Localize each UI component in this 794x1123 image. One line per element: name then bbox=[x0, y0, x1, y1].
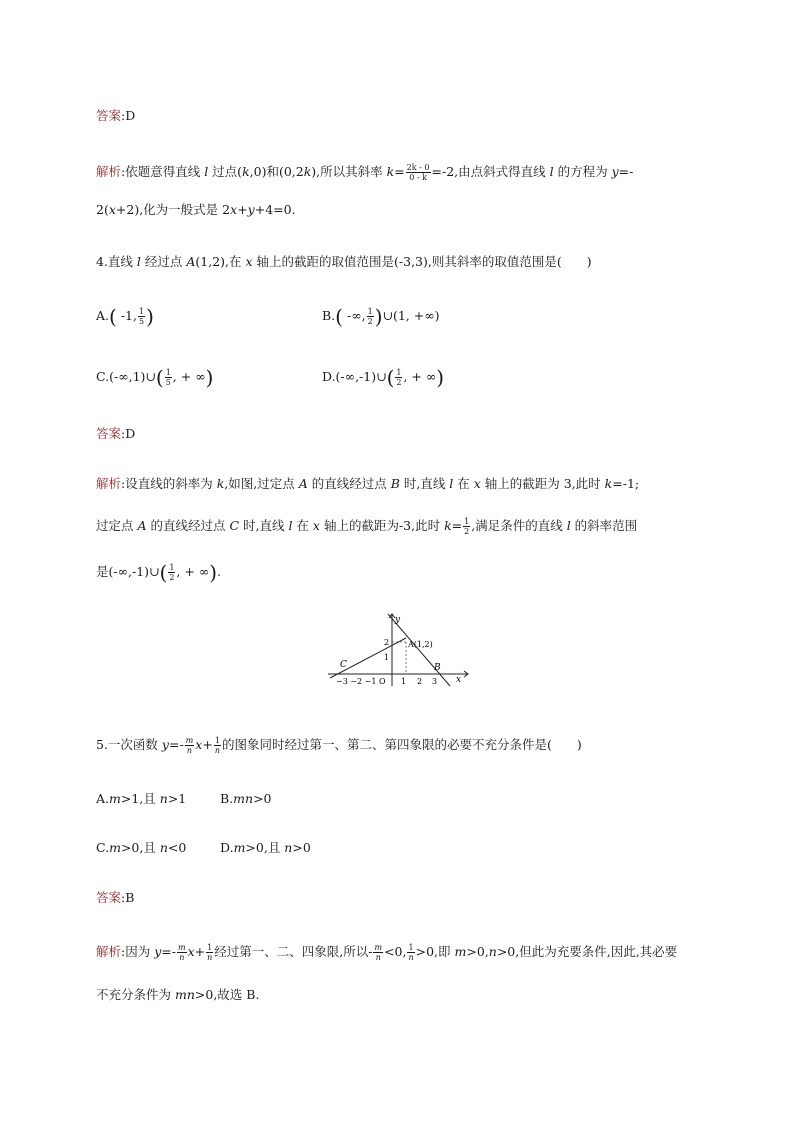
tick-label-2: 2 bbox=[384, 638, 390, 647]
line-ac bbox=[330, 638, 406, 678]
analysis-label: 解析 bbox=[96, 164, 122, 179]
point-b-label: B bbox=[434, 663, 441, 673]
q4-option-a: A.( -1, $\frac{1}{5}$ ) bbox=[96, 304, 154, 329]
coordinate-figure bbox=[326, 610, 472, 690]
y-axis-label: y bbox=[395, 615, 401, 625]
tick-label-x2: 2 bbox=[417, 677, 423, 686]
tick-label-x3: 3 bbox=[432, 677, 438, 686]
q4-solution-line2: 过定点 A 的直线经过点 C 时,直线 l 在 x 轴上的截距为-3,此时 k= $\frac{1}{2}$ ,满足条件的直线 l 的斜率范围 bbox=[96, 517, 638, 536]
q4-answer: 答案:D bbox=[96, 426, 136, 441]
q4-stem: 4.直线 l 经过点 A(1,2),在 x 轴上的截距的取值范围是(-3,3),则其斜率的取值范围是( ) bbox=[96, 254, 592, 269]
q5-solution-line2: 不充分条件为 mn>0,故选 B. bbox=[96, 987, 260, 1002]
q3-answer: 答案:D bbox=[96, 108, 136, 123]
q3-solution-line1: 解析:依题意得直线 l 过点(k,0)和(0,2k),所以其斜率 k= $\frac{2k - 0}{0 - k}$ =-2,由点斜式得直线 l 的方程为 y=- bbox=[96, 163, 634, 182]
q4-option-c: C.(-∞,1)∪( $\frac{1}{5}$ , + ∞) bbox=[96, 365, 214, 390]
q5-option-a: A.m>1,且 n>1 bbox=[96, 791, 187, 806]
q5-stem: 5.一次函数 y=- $\frac{m}{n}$ x+ $\frac{1}{n}$ 的图象同时经过第一、第二、第四象限的必要不充分条件是( ) bbox=[96, 736, 582, 755]
x-axis-label: x bbox=[456, 675, 462, 685]
q5-answer: 答案:B bbox=[96, 890, 135, 905]
q4-option-b: B.( -∞, $\frac{1}{2}$ )∪(1, +∞) bbox=[322, 304, 440, 329]
q3-solution-line2: 2(x+2),化为一般式是 2x+y+4=0. bbox=[96, 202, 296, 217]
tick-label-x1: 1 bbox=[401, 677, 407, 686]
q5-option-b: B.mn>0 bbox=[220, 791, 272, 806]
q5-option-c: C.m>0,且 n<0 bbox=[96, 840, 187, 855]
point-c-label: C bbox=[340, 660, 347, 670]
q4-option-d: D.(-∞,-1)∪( $\frac{1}{2}$ , + ∞) bbox=[322, 365, 445, 390]
point-a-label: A(1,2) bbox=[408, 640, 433, 649]
q5-option-d: D.m>0,且 n>0 bbox=[220, 840, 311, 855]
answer-label: 答案 bbox=[96, 108, 122, 123]
slope-fraction: $\frac{2k - 0}{0 - k}$ bbox=[406, 163, 430, 182]
q4-solution-line1: 解析:设直线的斜率为 k,如图,过定点 A 的直线经过点 B 时,直线 l 在 x 轴上的截距为 3,此时 k=-1; bbox=[96, 476, 640, 491]
q4-solution-line3: 是(-∞,-1)∪( $\frac{1}{2}$ , + ∞). bbox=[96, 560, 222, 585]
q5-solution-line1: 解析:因为 y=- $\frac{m}{n}$ x+ $\frac{1}{n}$ 经过第一、二、四象限,所以- $\frac{m}{n}$ <0, $\frac{1}{n}$ >0,即 m>0,n>0,但此为充要条件,因此,其必要 bbox=[96, 943, 678, 962]
tick-label-1: 1 bbox=[384, 653, 390, 662]
tick-labels-negative: −3 −2 −1 O bbox=[336, 677, 386, 686]
